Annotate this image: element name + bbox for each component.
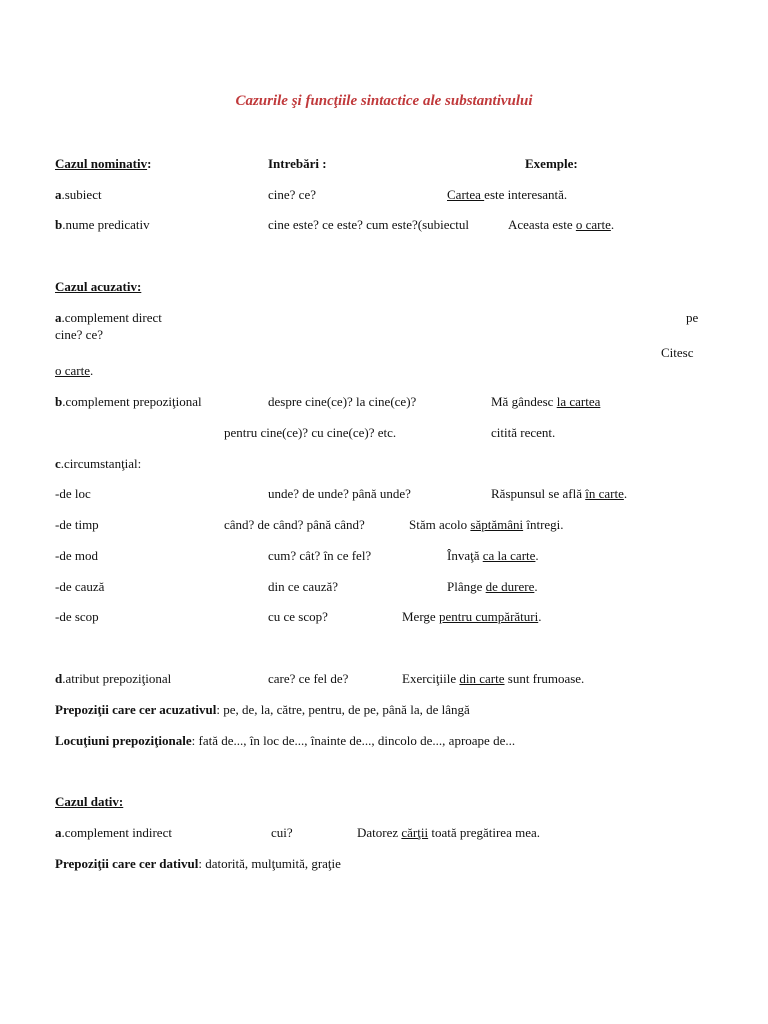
acuzativ-b-question-2: pentru cine(ce)? cu cine(ce)? etc.: [224, 425, 397, 440]
circumstantial-loc-question: unde? de unde? până unde?: [268, 486, 411, 501]
acuzativ-a-question-2: cine? ce?: [55, 327, 103, 342]
nominativ-heading-colon: :: [147, 156, 152, 171]
acuzativ-d-label: d.atribut prepoziţional: [55, 671, 172, 686]
circumstantial-mod-question: cum? cât? în ce fel?: [268, 548, 372, 563]
circumstantial-scop-question: cu ce scop?: [268, 609, 328, 624]
acuzativ-a-question-1: pe: [686, 310, 699, 325]
dativ-heading: Cazul dativ:: [55, 794, 124, 809]
acuzativ-prepositions: Prepoziţii care cer acuzativul: pe, de, la, către, pentru, de pe, până la, de lângă: [55, 702, 470, 717]
circumstantial-cauza-question: din ce cauză?: [268, 579, 339, 594]
dativ-prepositions: Prepoziţii care cer dativul: datorită, mulţumită, graţie: [55, 856, 341, 871]
acuzativ-b-example-1: Mă gândesc la cartea: [491, 394, 601, 409]
nominativ-a-example: Cartea este interesantă.: [447, 187, 568, 202]
circumstantial-mod-example: Învaţă ca la carte.: [447, 548, 539, 563]
nominativ-heading: Cazul nominativ: [55, 156, 148, 171]
acuzativ-prepositional-phrases: Locuţiuni prepoziţionale: fată de..., în loc de..., înainte de..., dincolo de..., aproape de...: [55, 733, 516, 748]
circumstantial-loc-label: -de loc: [55, 486, 91, 501]
circumstantial-timp-example: Stăm acolo săptămâni întregi.: [409, 517, 564, 532]
acuzativ-b-label: b.complement prepoziţional: [55, 394, 202, 409]
circumstantial-scop-example: Merge pentru cumpărături.: [402, 609, 542, 624]
examples-column-header: Exemple:: [525, 156, 578, 171]
circumstantial-cauza-label: -de cauză: [55, 579, 105, 594]
dativ-a-example: Datorez cărţii toată pregătirea mea.: [357, 825, 540, 840]
dativ-a-question: cui?: [271, 825, 293, 840]
acuzativ-a-label: a.complement direct: [55, 310, 162, 325]
nominativ-a-label: a.subiect: [55, 187, 102, 202]
circumstantial-scop-label: -de scop: [55, 609, 99, 624]
acuzativ-a-example-1: Citesc: [661, 345, 694, 360]
acuzativ-c-label: c.circumstanţial:: [55, 456, 142, 471]
circumstantial-loc-example: Răspunsul se află în carte.: [491, 486, 628, 501]
acuzativ-b-example-2: citită recent.: [491, 425, 556, 440]
nominativ-b-example: Aceasta este o carte.: [508, 217, 615, 232]
circumstantial-timp-question: când? de când? până când?: [224, 517, 365, 532]
circumstantial-cauza-example: Plânge de durere.: [447, 579, 538, 594]
acuzativ-b-question-1: despre cine(ce)? la cine(ce)?: [268, 394, 417, 409]
nominativ-b-question: cine este? ce este? cum este?(subiectul: [268, 217, 470, 232]
acuzativ-d-example: Exerciţiile din carte sunt frumoase.: [402, 671, 585, 686]
questions-column-header: Intrebări :: [268, 156, 327, 171]
circumstantial-mod-label: -de mod: [55, 548, 98, 563]
circumstantial-timp-label: -de timp: [55, 517, 99, 532]
acuzativ-d-question: care? ce fel de?: [268, 671, 349, 686]
acuzativ-a-example-2: o carte.: [55, 363, 94, 378]
nominativ-a-question: cine? ce?: [268, 187, 316, 202]
nominativ-heading-row: [55, 156, 151, 172]
acuzativ-heading: Cazul acuzativ:: [55, 279, 142, 294]
nominativ-b-label: b.nume predicativ: [55, 217, 150, 232]
document-title: Cazurile şi funcţiile sintactice ale substantivului: [235, 93, 533, 109]
dativ-a-label: a.complement indirect: [55, 825, 172, 840]
